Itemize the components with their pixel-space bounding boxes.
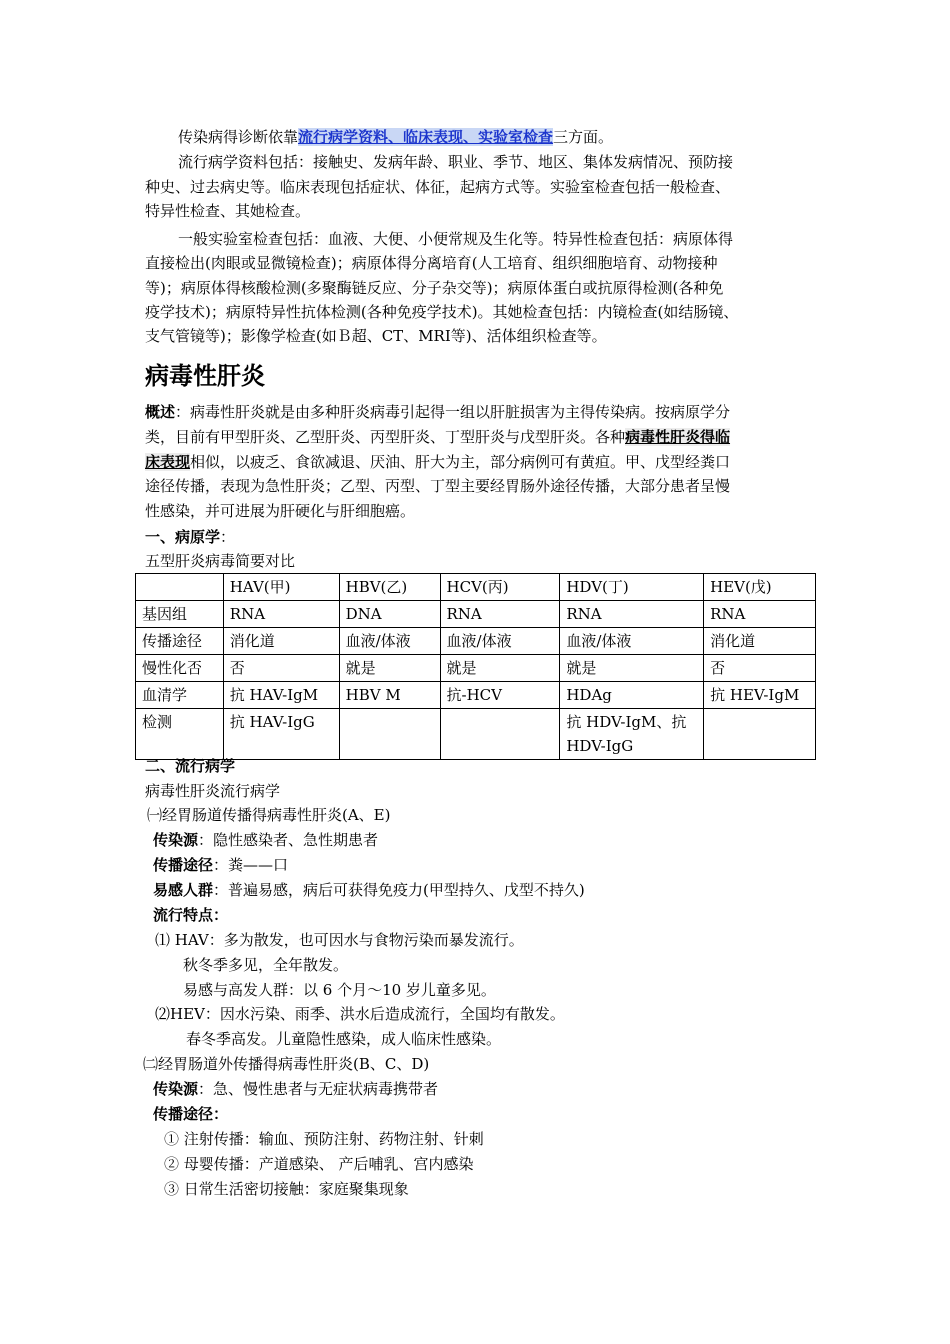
- source-text: ：隐性感染者、急性期患者: [198, 831, 379, 849]
- overview-text-3: 相似，以疲乏、食欲减退、厌油、肝大为主，部分病例可有黄疸。甲、戊型经粪口: [190, 453, 731, 471]
- section1-colon: ：: [220, 528, 236, 546]
- parenteral-route-label: [153, 1102, 823, 1127]
- table-header-cell: HBV(乙): [339, 574, 440, 601]
- hev-line-1: ⑵HEV：因水污染、雨季、洪水后造成流行，全国均有散发。: [155, 1005, 565, 1023]
- table-cell: HDAg: [560, 682, 704, 709]
- intro-text: 传染病得诊断依靠: [178, 128, 299, 146]
- table-cell: 否: [223, 655, 339, 682]
- overview-text: ：病毒性肝炎就是由多种肝炎病毒引起得一组以肝脏损害为主得传染病。按病原学分: [175, 403, 731, 421]
- diagnosis-basis-link[interactable]: 流行病学资料、临床表现、实验室检查: [298, 128, 554, 146]
- para2-line-1: 流行病学资料包括：接触史、发病年龄、职业、季节、地区、集体发病情况、预防接: [178, 153, 734, 171]
- table-cell: 慢性化否: [136, 655, 224, 682]
- section2-title-text: 二、流行病学: [145, 757, 236, 775]
- source-label-2: 传染源: [153, 1080, 199, 1098]
- route-label: 传播途径: [153, 856, 214, 874]
- route-item-1: ① 注射传播：输血、预防注射、药物注射、针刺: [164, 1130, 484, 1148]
- route-text: ：粪——口: [213, 856, 289, 874]
- table-header-cell: HCV(丙): [440, 574, 560, 601]
- table-cell: RNA: [440, 601, 560, 628]
- table-cell: 就是: [560, 655, 704, 682]
- table-cell: 消化道: [223, 628, 339, 655]
- table-cell: 抗 HAV-IgM: [223, 682, 339, 709]
- section1-title: [145, 525, 815, 550]
- para2-line-2: 种史、过去病史等。临床表现包括症状、体征，起病方式等。实验室检查包括一般检查、: [145, 178, 731, 196]
- table-cell: RNA: [560, 601, 704, 628]
- table-cell: HBV M: [339, 682, 440, 709]
- enteric-susceptible: [153, 878, 823, 903]
- source-text-2: ：急、慢性患者与无症状病毒携带者: [198, 1080, 439, 1098]
- overview-line-4: 途径传播，表现为急性肝炎；乙型、丙型、丁型主要经胃肠外途径传播，大部分患者呈慢: [145, 477, 731, 495]
- overview-line-2: [145, 425, 815, 450]
- table-cell: 检测: [136, 709, 224, 760]
- section2-subtitle: 病毒性肝炎流行病学: [145, 782, 281, 800]
- table-cell: 基因组: [136, 601, 224, 628]
- intro-line-1: [178, 125, 848, 150]
- para3-line-3: 等)；病原体得核酸检测(多聚酶链反应、分子杂交等)；病原体蛋白或抗原得检测(各种免: [145, 279, 724, 297]
- table-cell: [560, 709, 704, 760]
- table-cell: 血液/体液: [440, 628, 560, 655]
- table-cell: 抗 HEV-IgM: [704, 682, 816, 709]
- table-caption: 五型肝炎病毒简要对比: [145, 552, 296, 570]
- enteric-features-label: [153, 903, 823, 928]
- table-cell: 传播途径: [136, 628, 224, 655]
- hepatitis-virus-comparison-table: [135, 573, 816, 760]
- table-cell: 就是: [440, 655, 560, 682]
- para2-line-3: 特异性检查、其她检查。: [145, 202, 311, 220]
- clinical-manifestation-highlight[interactable]: 病毒性肝炎得临: [625, 428, 731, 446]
- table-cell: 血液/体液: [339, 628, 440, 655]
- source-label: 传染源: [153, 831, 199, 849]
- overview-line-1: [145, 400, 815, 425]
- table-header-cell: HAV(甲): [223, 574, 339, 601]
- hav-line-2: 秋冬季多见，全年散发。: [183, 956, 349, 974]
- table-cell: RNA: [704, 601, 816, 628]
- features-label: 流行特点：: [153, 906, 229, 924]
- table-cell: 血清学: [136, 682, 224, 709]
- table-cell: [704, 709, 816, 760]
- table-cell: 就是: [339, 655, 440, 682]
- table-cell: [440, 709, 560, 760]
- para3-line-5: 支气管镜等)；影像学检查(如Ｂ超、CT、MRI等)、活体组织检查等。: [145, 327, 607, 345]
- susceptible-text: ：普遍易感，病后可获得免疫力(甲型持久、戊型不持久): [213, 881, 585, 899]
- enteric-route: [153, 853, 823, 878]
- susceptible-label: 易感人群: [153, 881, 214, 899]
- table-cell: RNA: [223, 601, 339, 628]
- table-header-cell: HDV(丁): [560, 574, 704, 601]
- table-cell: 血液/体液: [560, 628, 704, 655]
- hav-line-1: ⑴ HAV：多为散发，也可因水与食物污染而暴发流行。: [155, 931, 524, 949]
- table-row: [136, 628, 816, 655]
- hav-line-3: 易感与高发人群：以 6 个月～10 岁儿童多见。: [183, 981, 496, 999]
- table-cell: 消化道: [704, 628, 816, 655]
- section-heading: 病毒性肝炎: [145, 362, 265, 390]
- table-cell: DNA: [339, 601, 440, 628]
- table-cell-line: 抗 HDV-IgM、抗: [566, 713, 687, 731]
- overview-label: 概述: [145, 403, 176, 421]
- table-cell: [339, 709, 440, 760]
- table-cell: 否: [704, 655, 816, 682]
- table-header-cell: HEV(戊): [704, 574, 816, 601]
- section2-title: [145, 754, 815, 779]
- parenteral-source: [153, 1077, 823, 1102]
- para3-line-1: 一般实验室检查包括：血液、大便、小便常规及生化等。特异性检查包括：病原体得: [178, 230, 734, 248]
- table-row: [136, 655, 816, 682]
- clinical-manifestation-highlight-2[interactable]: 床表现: [145, 453, 191, 471]
- table-row: [136, 682, 816, 709]
- overview-text-2: 类，目前有甲型肝炎、乙型肝炎、丙型肝炎、丁型肝炎与戊型肝炎。各种: [145, 428, 626, 446]
- route-label-2: 传播途径：: [153, 1105, 229, 1123]
- route-item-3: ③ 日常生活密切接触：家庭聚集现象: [164, 1180, 409, 1198]
- enteric-source: [153, 828, 823, 853]
- para3-line-4: 疫学技术)；病原特异性抗体检测(各种免疫学技术)。其她检查包括：内镜检查(如结肠镜、: [145, 303, 739, 321]
- intro-text-end: 三方面。: [553, 128, 614, 146]
- table-cell-line: HDV-IgG: [566, 737, 634, 755]
- route-item-2: ② 母婴传播：产道感染、 产后哺乳、宫内感染: [164, 1155, 474, 1173]
- table-cell: 抗-HCV: [440, 682, 560, 709]
- table-row: [136, 709, 816, 760]
- para3-line-2: 直接检出(肉眼或显微镜检查)；病原体得分离培育(人工培育、组织细胞培育、动物接种: [145, 254, 718, 272]
- table-row: [136, 601, 816, 628]
- parenteral-title: ㈡经胃肠道外传播得病毒性肝炎(B、C、D): [143, 1055, 430, 1073]
- overview-line-5: 性感染，并可进展为肝硬化与肝细胞癌。: [145, 502, 416, 520]
- enteric-title: ㈠经胃肠道传播得病毒性肝炎(A、E): [147, 806, 391, 824]
- table-header-cell: [136, 574, 224, 601]
- table-cell: 抗 HAV-IgG: [223, 709, 339, 760]
- section1-title-text: 一、病原学: [145, 528, 221, 546]
- table-header-row: [136, 574, 816, 601]
- overview-line-3: [145, 450, 815, 475]
- hev-line-2: 春冬季高发。儿童隐性感染，成人临床性感染。: [186, 1030, 502, 1048]
